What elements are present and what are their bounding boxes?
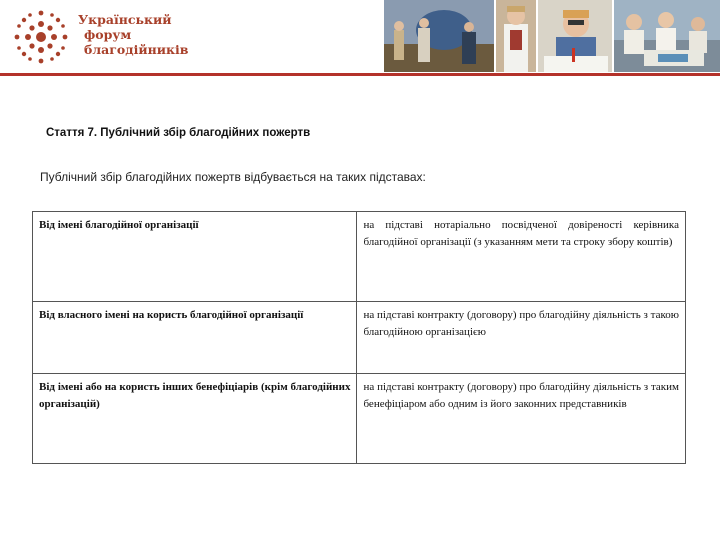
- logo-line-1: Український: [78, 12, 172, 27]
- logo-line-2: форум: [84, 27, 132, 42]
- basis-cell: на підставі контракту (договору) про благодійну діяльність з такою благодійною організацією: [357, 302, 686, 374]
- child-drawing-photo: [538, 0, 612, 72]
- table-row: [33, 374, 686, 464]
- subject-cell: Від власного імені на користь благодійної організації: [33, 302, 357, 374]
- basis-cell: на підставі контракту (договору) про благодійну діяльність з таким бенефіціаром або одним із його законних представників: [357, 374, 686, 464]
- header-photo-strip: [384, 0, 720, 72]
- basis-cell: на підставі нотаріально посвідченої довіреності керівника благодійної організації (з указанням мети та строку збору коштів): [357, 212, 686, 302]
- subject-cell: Від імені або на користь інших бенефіціарів (крім благодійних організацій): [33, 374, 357, 464]
- article-title: Стаття 7. Публічний збір благодійних пожертв: [46, 127, 311, 139]
- page-header: [0, 0, 720, 76]
- grounds-table: [32, 211, 686, 464]
- classroom-photo: [614, 0, 720, 72]
- teacher-photo: [496, 0, 536, 72]
- article-intro: Публічний збір благодійних пожертв відбувається на таких підставах:: [40, 170, 426, 184]
- forum-logo-text: [78, 12, 188, 57]
- logo-line-3: благодійників: [84, 42, 189, 57]
- table-row: [33, 212, 686, 302]
- community-photo: [384, 0, 494, 72]
- header-divider: [0, 73, 720, 76]
- forum-logo-icon: [12, 8, 70, 66]
- table-row: [33, 302, 686, 374]
- subject-cell: Від імені благодійної організації: [33, 212, 357, 302]
